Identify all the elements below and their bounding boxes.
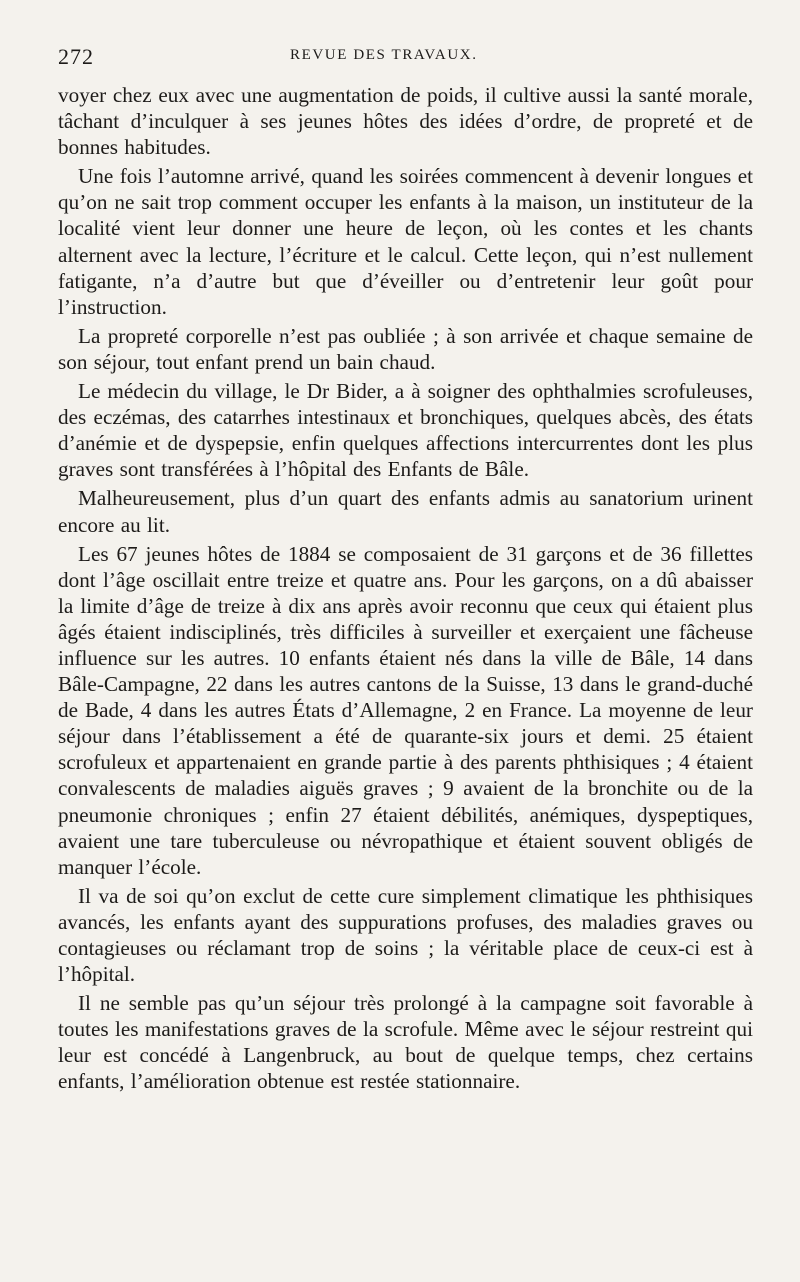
paragraph-exclusions: Il va de soi qu’on exclut de cette cure simplement climatique les phthisiques avancés, les enfants ayant des suppurations profuses, des maladies graves ou contagieuses ou réclamant trop de soins ; la véritable place de ceux-ci est à l’hôpital. [58, 883, 753, 987]
paragraph-long-stay: Il ne semble pas qu’un séjour très prolongé à la campagne soit favorable à toutes les manifestations graves de la scrofule. Même avec le séjour restreint qui leur est concédé à Langenbruck, au bout de quelque temps, chez certains enfants, l’amélioration obtenue est restée stationnaire. [58, 991, 753, 1094]
page-number: 272 [58, 44, 94, 69]
running-head [58, 44, 752, 74]
paragraph-statistics: Les 67 jeunes hôtes de 1884 se composaient de 31 garçons et de 36 fillettes dont l’âge oscillait entre treize et quatre ans. Pour les garçons, on a dû abaisser la limite d’âge de treize à dix ans après avoir reconnu que ceux qui étaient plus âgés étaient indisciplinés, très difficiles à surveiller et exerçaient une fâcheuse influence sur les autres. 10 enfants étaient nés dans la ville de Bâle, 14 dans Bâle-Campagne, 22 dans les autres cantons de la Suisse, 13 dans le grand-duché de Bade, 4 dans les autres États d’Allemagne, 2 en France. La moyenne de leur séjour dans l’établissement a été de quarante-six jours et demi. 25 étaient scrofuleux et appartenaient en grande partie à des parents phthisiques ; 4 étaient convalescents de maladies aiguës graves ; 9 avaient de la bronchite ou de la pneumonie chroniques ; enfin 27 étaient débilités, anémiques, dyspeptiques, avaient une tare tuberculeuse ou névropathique et étaient souvent obligés de manquer l’école. [58, 541, 753, 879]
paragraph-autumn-lessons: Une fois l’automne arrivé, quand les soirées commencent à devenir longues et qu’on ne sait trop comment occuper les enfants à la maison, un instituteur de la localité vient leur donner une heure de leçon, où les contes et les chants alternent avec la lecture, l’écriture et le calcul. Cette leçon, qui n’est nullement fatigante, n’a d’autre but que d’éveiller ou d’entretenir leur goût pour l’instruction. [58, 164, 753, 319]
running-title: REVUE DES TRAVAUX. [290, 47, 478, 63]
body-text [58, 82, 753, 1098]
paragraph-continuation: voyer chez eux avec une augmentation de poids, il cultive aussi la santé morale, tâchant d’inculquer à ses jeunes hôtes des idées d’ordre, de propreté et de bonnes habitudes. [58, 83, 753, 160]
paragraph-cleanliness: La propreté corporelle n’est pas oubliée ; à son arrivée et chaque semaine de son séjour, tout enfant prend un bain chaud. [58, 323, 753, 374]
paragraph-bedwetting: Malheureusement, plus d’un quart des enfants admis au sanatorium urinent encore au lit. [58, 486, 753, 537]
paragraph-doctor: Le médecin du village, le Dr Bider, a à soigner des ophthalmies scrofuleuses, des eczémas, des catarrhes intestinaux et bronchiques, quelques abcès, des états d’anémie et de dyspepsie, enfin quelques affections intercurrentes dont les plus graves sont transférées à l’hôpital des Enfants de Bâle. [58, 379, 753, 482]
